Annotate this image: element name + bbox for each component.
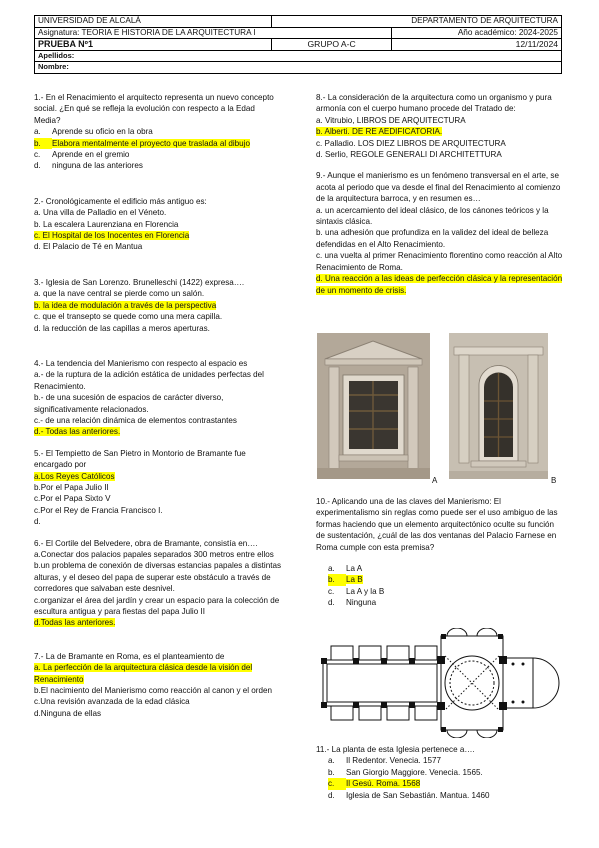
option-a[interactable]: a. La A bbox=[328, 564, 363, 574]
option-a[interactable]: a. Aprende su oficio en la obra bbox=[34, 127, 153, 137]
option-b[interactable]: b. la idea de modulación a través de la perspectiva bbox=[34, 300, 217, 310]
option-b[interactable]: b. Alberti. DE RE AEDIFICATORIA. bbox=[316, 127, 443, 137]
question-text: 2.- Cronológicamente el edificio más antiguo es: bbox=[34, 196, 207, 206]
option-c2[interactable]: c.Por el Rey de Francia Francisco I. bbox=[34, 505, 163, 515]
question-text: 1.- En el Renacimiento el arquitecto representa un nuevo concepto social. ¿En qué se refleja la evolución con respecto a la Edad Media? bbox=[34, 93, 274, 125]
option-c[interactable]: c.Por el Papa Sixto V bbox=[34, 494, 111, 504]
question-5 bbox=[34, 448, 282, 528]
church-floor-plan bbox=[317, 628, 562, 738]
exam-header bbox=[34, 15, 562, 74]
question-text: 8.- La consideración de la arquitectura como un organismo y pura armonía con el cuerpo humano procede del Tratado de: bbox=[316, 93, 552, 114]
option-c[interactable]: c. Il Gesú. Roma. 1568 bbox=[328, 779, 421, 789]
question-text: 5.- El Tempietto de San Pietro in Montorio de Bramante fue encargado por bbox=[34, 448, 246, 470]
question-3 bbox=[34, 277, 282, 334]
option-c[interactable]: c. que el transepto se quede como una mera capilla. bbox=[34, 312, 223, 322]
option-b[interactable]: b. Elabora mentalmente el proyecto que traslada al dibujo bbox=[34, 138, 250, 148]
option-b[interactable]: b. una adhesión que profundiza en la validez del ideal de belleza defendidas en el Alto Renacimiento. bbox=[316, 228, 549, 249]
option-d[interactable]: d. Ninguna bbox=[328, 598, 377, 608]
option-c[interactable]: c.Una revisión avanzada de la edad clásica bbox=[34, 697, 190, 707]
question-2 bbox=[34, 196, 282, 253]
question-text: 10.- Aplicando una de las claves del Manierismo: El experimentalismo sin reglas como puede ser el uso ambiguo de las formas haciendo que un elemento arquitectónico oculte su función de sustentación, ¿cuál de las dos ventanas del Palacio Farnese en Roma cumple con esta premisa? bbox=[316, 497, 558, 552]
option-a[interactable]: a.Conectar dos palacios papales separados 300 metros entre ellos bbox=[34, 550, 274, 559]
option-d[interactable]: d.Ninguna de ellas bbox=[34, 708, 102, 718]
option-d[interactable]: d. ninguna de las anteriores bbox=[34, 161, 143, 171]
option-a[interactable]: a. Vitrubio, LIBROS DE ARQUITECTURA bbox=[316, 115, 466, 125]
option-c[interactable]: c. Aprende en el gremio bbox=[34, 150, 130, 160]
question-text: 11.- La planta de esta Iglesia pertenece a…. bbox=[316, 745, 475, 754]
left-column bbox=[34, 92, 282, 719]
question-1 bbox=[34, 92, 282, 172]
option-b[interactable]: b. La B bbox=[328, 575, 363, 585]
question-10 bbox=[316, 496, 564, 609]
option-d[interactable]: d. la reducción de las capillas a meros aperturas. bbox=[34, 323, 210, 333]
question-text: 3.- Iglesia de San Lorenzo. Brunelleschi (1422) expresa…. bbox=[34, 277, 245, 287]
right-column bbox=[316, 92, 564, 296]
surname-field[interactable]: Apellidos: bbox=[35, 50, 562, 62]
department: DEPARTAMENTO DE ARQUITECTURA bbox=[272, 16, 562, 28]
question-11 bbox=[316, 744, 564, 801]
option-d[interactable]: d. bbox=[34, 517, 41, 527]
subject: Asignatura: TEORIA E HISTORIA DE LA ARQUITECTURA I bbox=[35, 27, 392, 39]
option-b[interactable]: b.Por el Papa Julio II bbox=[34, 482, 109, 492]
question-7 bbox=[34, 651, 282, 719]
question-8 bbox=[316, 92, 564, 160]
option-a[interactable]: a. un acercamiento del ideal clásico, de los cánones teóricos y la sintaxis clásica. bbox=[316, 205, 549, 227]
option-c[interactable]: c. Palladio. LOS DIEZ LIBROS DE ARQUITECTURA bbox=[316, 138, 506, 148]
option-d[interactable]: d. El Palacio de Té en Mantua bbox=[34, 242, 143, 252]
window-a-photo bbox=[317, 333, 430, 479]
group: GRUPO A-C bbox=[272, 39, 391, 51]
question-9 bbox=[316, 170, 564, 295]
exam-date: 12/11/2024 bbox=[391, 39, 561, 51]
option-c[interactable]: c.organizar el área del jardín y crear un espacio para la colección de escultura antigua y para fiestas del papa Julio II bbox=[34, 595, 280, 617]
option-d[interactable]: d. Serlio, REGOLE GENERALI DI ARCHITETTURA bbox=[316, 150, 502, 160]
option-b[interactable]: b.- de una sucesión de espacios de carácter diverso, significativamente relacionados. bbox=[34, 393, 224, 414]
window-a-label: A bbox=[432, 476, 438, 485]
window-b-photo bbox=[449, 333, 548, 479]
option-b[interactable]: b.El nacimiento del Manierismo como reacción al canon y el orden bbox=[34, 686, 272, 696]
window-b-label: B bbox=[551, 476, 557, 485]
question-text: 9.- Aunque el manierismo es un fenómeno transversal en el arte, se acota al periodo que va desde el final del Renacimiento al comienzo de la arquitectura barroca, y en resumen es… bbox=[316, 171, 561, 204]
option-b[interactable]: b. La escalera Laurenziana en Florencia bbox=[34, 219, 179, 229]
question-text: 6.- El Cortile del Belvedere, obra de Bramante, consistía en…. bbox=[34, 538, 258, 548]
option-c[interactable]: c. El Hospital de los Inocentes en Florencia bbox=[34, 231, 190, 241]
option-a[interactable]: a.- de la ruptura de la adición estática de unidades perfectas del Renacimiento. bbox=[34, 370, 264, 391]
option-d[interactable]: d. Una reacción a las ideas de perfección clásica y la representación de un momento de crisis. bbox=[316, 274, 563, 295]
option-d[interactable]: d.- Todas las anteriores. bbox=[34, 427, 121, 437]
option-a[interactable]: a. que la nave central se pierde como un salón. bbox=[34, 289, 205, 299]
option-c[interactable]: c. La A y la B bbox=[328, 586, 385, 596]
university: UNIVERSIDAD DE ALCALÁ bbox=[35, 16, 272, 28]
option-b[interactable]: b.un problema de conexión de diversas estancias papales a distintas alturas, y el deseo del papa de superar este obstáculo a través de corredores que salvaban este desnivel. bbox=[34, 561, 282, 594]
option-a[interactable]: a. Una villa de Palladio en el Véneto. bbox=[34, 208, 167, 218]
option-c[interactable]: c.- de una relación dinámica de elementos contrastantes bbox=[34, 415, 237, 425]
name-field[interactable]: Nombre: bbox=[35, 62, 562, 74]
option-d[interactable]: d.Todas las anteriores. bbox=[34, 618, 116, 628]
academic-year: Año académico: 2024-2025 bbox=[391, 27, 561, 39]
option-a[interactable]: a.Los Reyes Católicos bbox=[34, 471, 115, 481]
option-b[interactable]: b. San Giorgio Maggiore. Venecia. 1565. bbox=[328, 767, 483, 777]
question-text: 7.- La de Bramante en Roma, es el planteamiento de bbox=[34, 651, 225, 661]
option-c[interactable]: c. una vuelta al primer Renacimiento florentino como reacción al Alto Renacimiento de Roma. bbox=[316, 251, 563, 272]
question-4 bbox=[34, 358, 282, 438]
question-6 bbox=[34, 538, 282, 629]
question-text: 4.- La tendencia del Manierismo con respecto al espacio es bbox=[34, 358, 248, 368]
exam-title: PRUEBA Nº1 bbox=[35, 39, 272, 51]
option-a[interactable]: a. La perfección de la arquitectura clásica desde la visión del Renacimiento bbox=[34, 663, 253, 684]
option-d[interactable]: d. Iglesia de San Sebastián. Mantua. 1460 bbox=[328, 790, 490, 800]
option-a[interactable]: a. Il Redentor. Venecia. 1577 bbox=[328, 756, 441, 766]
